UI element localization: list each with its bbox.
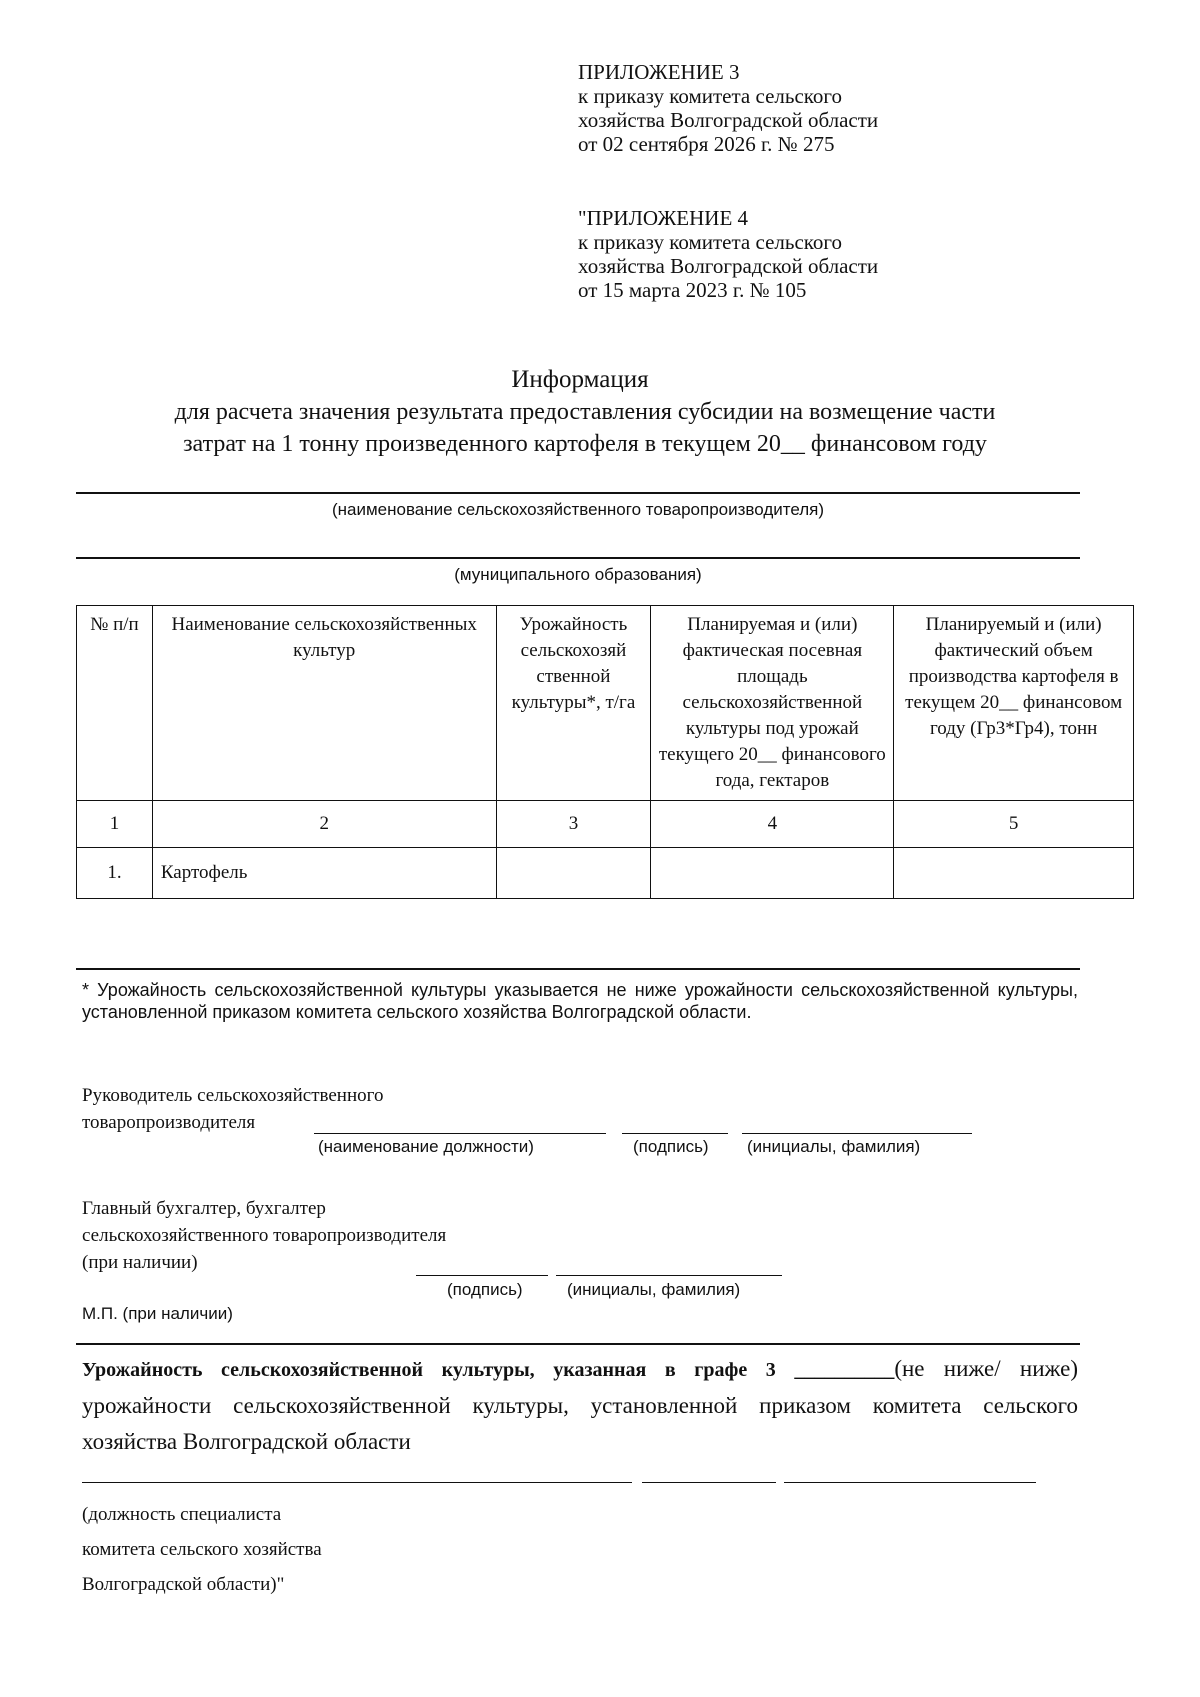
producer-name-line [76,492,1080,494]
header-crop: Наименование сельскохозяйственных культур [152,606,496,801]
appendix-3-line: хозяйства Волгоградской области [578,108,879,132]
head-signature-line[interactable] [622,1133,728,1134]
header-volume: Планируемый и (или) фактический объем производства картофеля в текущем 20__ финансовом году (Гр3*Гр4), тонн [894,606,1134,801]
column-number: 5 [894,801,1134,848]
seal-label: М.П. (при наличии) [82,1304,233,1323]
row-area-cell[interactable] [651,848,894,899]
accountant-name-line[interactable] [556,1275,782,1276]
conclusion-divider [76,1343,1080,1345]
conclusion-bold: Урожайность сельскохозяйственной культуры, указанная в графе 3 __________ [82,1359,895,1381]
appendix-4-line: хозяйства Волгоградской области [578,254,879,278]
row-num: 1. [77,848,153,899]
specialist-label-line-3: Волгоградской области)" [82,1574,285,1595]
appendix-4-title: "ПРИЛОЖЕНИЕ 4 [578,206,749,230]
accountant-name-caption: (инициалы, фамилия) [567,1280,741,1299]
appendix-3-date: от 02 сентября 2026 г. № 275 [578,132,835,156]
head-name-line[interactable] [742,1133,972,1134]
head-position-caption: (наименование должности) [318,1137,534,1156]
conclusion-rest: (не ниже/ ниже) урожайности сельскохозяйственной культуры, установленной приказом комитета сельского хозяйства Волгоградской области [82,1356,1078,1454]
header-num: № п/п [77,606,153,801]
specialist-signature-line[interactable] [642,1482,776,1483]
municipality-caption: (муниципального образования) [454,565,702,584]
appendix-4-line: к приказу комитета сельского [578,230,843,254]
head-label-line-1: Руководитель сельскохозяйственного [82,1085,384,1106]
accountant-label-line-2: сельскохозяйственного товаропроизводителя [82,1225,447,1246]
appendix-3-line: к приказу комитета сельского [578,84,843,108]
head-position-line[interactable] [314,1133,606,1134]
municipality-line [76,557,1080,559]
document-title: Информация [511,366,649,393]
data-table [76,605,1134,899]
column-number: 2 [152,801,496,848]
footnote: * Урожайность сельскохозяйственной культуры указывается не ниже урожайности сельскохозяйственной культуры, установленной приказом комитета сельского хозяйства Волгоградской области. [82,980,1078,1022]
specialist-name-line[interactable] [784,1482,1036,1483]
accountant-label-line-3: (при наличии) [82,1252,198,1273]
table-header-row [77,606,1134,801]
head-name-caption: (инициалы, фамилия) [747,1137,921,1156]
document-subtitle-line-1: для расчета значения результата предоставления субсидии на возмещение части [174,399,996,425]
producer-caption: (наименование сельскохозяйственного товаропроизводителя) [331,500,825,519]
column-number: 1 [77,801,153,848]
appendix-4-date: от 15 марта 2023 г. № 105 [578,278,807,302]
row-crop: Картофель [152,848,496,899]
appendix-4-block [578,206,878,302]
appendix-3-title: ПРИЛОЖЕНИЕ 3 [578,60,740,84]
document-subtitle-line-2: затрат на 1 тонну произведенного картофеля в текущем 20__ финансовом году [183,431,987,457]
row-yield-cell[interactable] [496,848,651,899]
accountant-label-line-1: Главный бухгалтер, бухгалтер [82,1198,326,1219]
footnote-divider [76,968,1080,970]
table-row [77,848,1134,899]
row-volume-cell[interactable] [894,848,1134,899]
conclusion-text [82,1351,1078,1460]
table-column-numbers-row [77,801,1134,848]
accountant-signature-line[interactable] [416,1275,548,1276]
column-number: 3 [496,801,651,848]
head-signature-caption: (подпись) [633,1137,709,1156]
appendix-3-block [578,60,878,156]
head-label-line-2: товаропроизводителя [82,1112,256,1133]
accountant-signature-caption: (подпись) [447,1280,523,1299]
column-number: 4 [651,801,894,848]
header-yield: Урожайность сельскохозяй ственной культуры*, т/га [496,606,651,801]
specialist-label-line-1: (должность специалиста [82,1504,282,1525]
header-area: Планируемая и (или) фактическая посевная площадь сельскохозяйственной культуры под урожай текущего 20__ финансового года, гектаров [651,606,894,801]
specialist-label-line-2: комитета сельского хозяйства [82,1539,322,1560]
specialist-position-line[interactable] [82,1482,632,1483]
